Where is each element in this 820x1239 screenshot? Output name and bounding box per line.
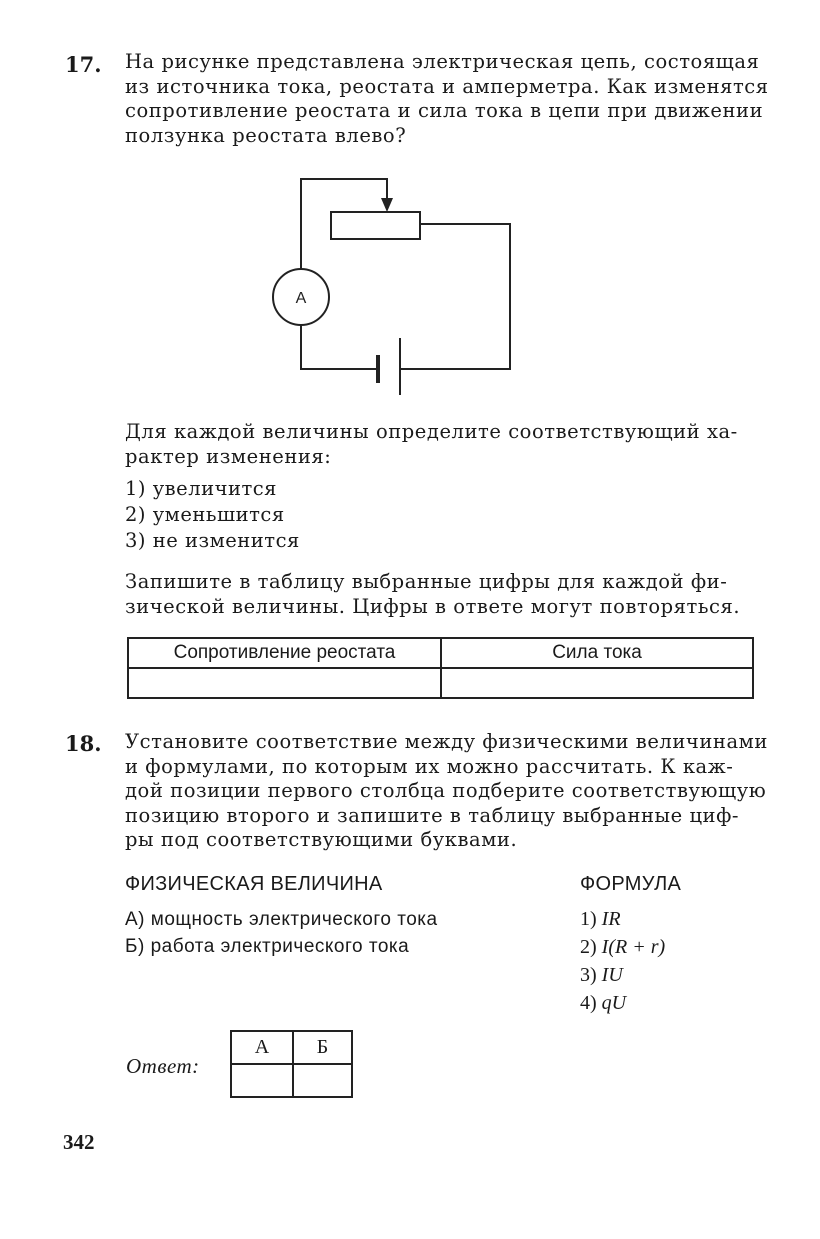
- answer-header-b: Б: [293, 1031, 352, 1064]
- text-line: Для каждой величины определите соответствующий ха-: [125, 420, 738, 443]
- option-decrease: 2) уменьшится: [125, 503, 285, 526]
- page-number: 342: [63, 1130, 95, 1154]
- text-line: зической величины. Цифры в ответе могут повторяться.: [125, 594, 741, 618]
- question-18-number: 18.: [65, 731, 102, 756]
- text-line: Запишите в таблицу выбранные цифры для каждой фи-: [125, 570, 728, 593]
- table-row: [128, 638, 753, 668]
- slider-arrow-icon: [381, 198, 393, 212]
- answer-cell-resistance[interactable]: [128, 668, 441, 698]
- question-17-table-instruction: [125, 570, 753, 619]
- table-row: [231, 1064, 352, 1097]
- formula-expr: IU: [601, 964, 623, 986]
- column-header-quantity: ФИЗИЧЕСКАЯ ВЕЛИЧИНА: [125, 873, 383, 895]
- header-resistance: Сопротивление реостата: [128, 638, 441, 668]
- question-18-text: [125, 730, 768, 853]
- circuit-diagram: [0, 0, 820, 420]
- quantity-a: А) мощность электрического тока: [125, 909, 438, 930]
- text-line: ры под соответствующими буквами.: [125, 828, 518, 851]
- text-line: из источника тока, реостата и амперметра. Как изменятся: [125, 74, 769, 98]
- formula-3: [580, 964, 623, 987]
- table-row: [128, 668, 753, 698]
- formula-num: 2): [580, 936, 597, 958]
- question-17-instruction: [125, 420, 753, 469]
- formula-expr: IR: [601, 908, 621, 930]
- formula-num: 4): [580, 992, 597, 1014]
- column-header-formula: ФОРМУЛА: [580, 873, 682, 895]
- text-line: сопротивление реостата и сила тока в цепи при движении: [125, 99, 764, 122]
- rheostat: [331, 212, 420, 239]
- answer-table-18: [230, 1030, 353, 1098]
- option-unchanged: 3) не изменится: [125, 529, 300, 552]
- answer-cell-b[interactable]: [293, 1064, 352, 1097]
- ammeter-label: А: [295, 290, 307, 307]
- answer-label: Ответ:: [126, 1054, 200, 1078]
- option-increase: 1) увеличится: [125, 477, 277, 500]
- wire-left-bottom: [301, 325, 378, 369]
- text-line: Установите соответствие между физическими величинами: [125, 730, 768, 753]
- formula-1: [580, 908, 621, 931]
- quantity-b: Б) работа электрического тока: [125, 936, 410, 957]
- text-line: позицию второго и запишите в таблицу выбранные циф-: [125, 803, 740, 827]
- answer-cell-current[interactable]: [441, 668, 753, 698]
- text-line: и формулами, по которым их можно рассчитать. К каж-: [125, 754, 734, 778]
- formula-num: 3): [580, 964, 597, 986]
- wire-right: [400, 224, 510, 369]
- question-17-number: 17.: [65, 52, 102, 77]
- text-line: На рисунке представлена электрическая цепь, состоящая: [125, 50, 760, 73]
- header-current: Сила тока: [441, 638, 753, 668]
- answer-table-17: [127, 637, 754, 699]
- answer-cell-a[interactable]: [231, 1064, 293, 1097]
- formula-2: [580, 936, 665, 959]
- text-line: дой позиции первого столбца подберите соответствующую: [125, 779, 767, 802]
- text-line: рактер изменения:: [125, 444, 332, 468]
- formula-expr: qU: [601, 992, 627, 1014]
- formula-num: 1): [580, 908, 597, 930]
- formula-expr: I(R + r): [601, 936, 666, 958]
- text-line: ползунка реостата влево?: [125, 123, 407, 147]
- table-row: [231, 1031, 352, 1064]
- formula-4: [580, 992, 626, 1015]
- answer-header-a: А: [231, 1031, 293, 1064]
